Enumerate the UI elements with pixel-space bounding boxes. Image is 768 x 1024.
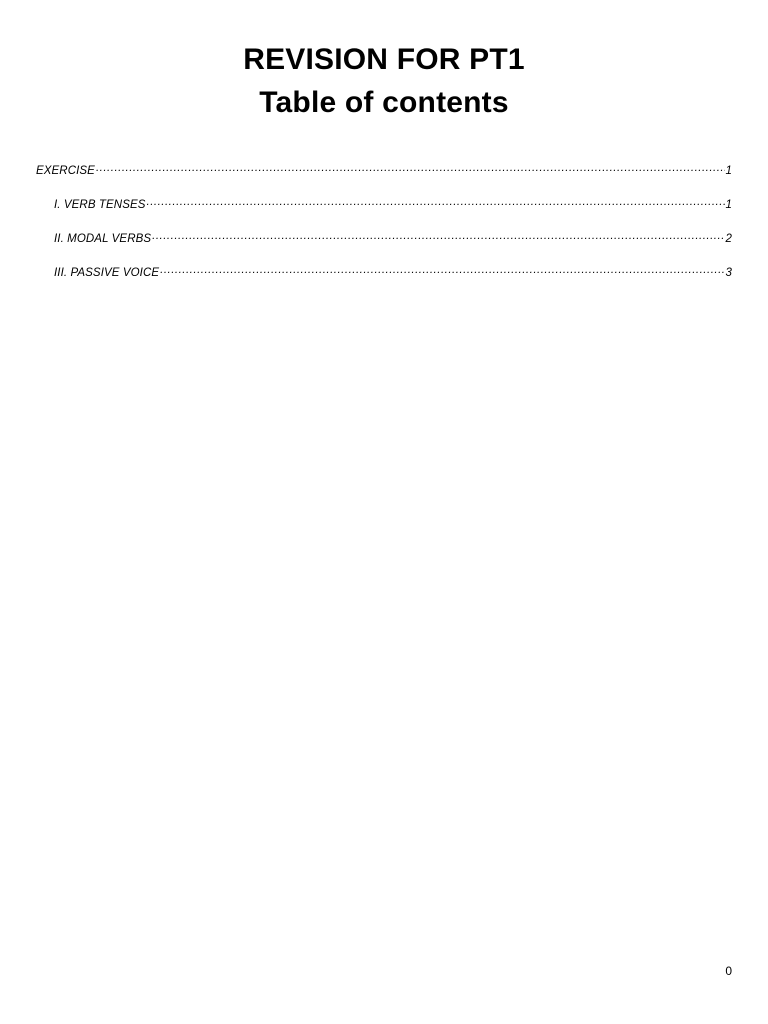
title-block — [0, 38, 768, 124]
footer-page-number: 0 — [725, 964, 732, 978]
toc-entry-page-number: 1 — [725, 199, 732, 211]
document-title: REVISION FOR PT1 — [243, 43, 525, 76]
table-of-contents — [36, 162, 732, 298]
toc-entry-page-number: 3 — [725, 267, 732, 279]
toc-entry-passive-voice[interactable] — [36, 264, 732, 298]
document-subtitle: Table of contents — [259, 86, 509, 119]
toc-entry-label: I. VERB TENSES — [54, 199, 146, 211]
toc-entry-label: III. PASSIVE VOICE — [54, 267, 160, 279]
toc-entry-page-number: 1 — [725, 165, 732, 177]
toc-entry-label: EXERCISE — [36, 165, 95, 177]
toc-entry-exercise[interactable] — [36, 162, 732, 196]
toc-entry-verb-tenses[interactable] — [36, 196, 732, 230]
toc-leader-dots — [96, 162, 725, 174]
toc-leader-dots — [152, 230, 724, 242]
toc-leader-dots — [147, 196, 725, 208]
toc-entry-modal-verbs[interactable] — [36, 230, 732, 264]
toc-entry-label: II. MODAL VERBS — [54, 233, 152, 245]
toc-entry-page-number: 2 — [725, 233, 732, 245]
toc-leader-dots — [160, 264, 724, 276]
